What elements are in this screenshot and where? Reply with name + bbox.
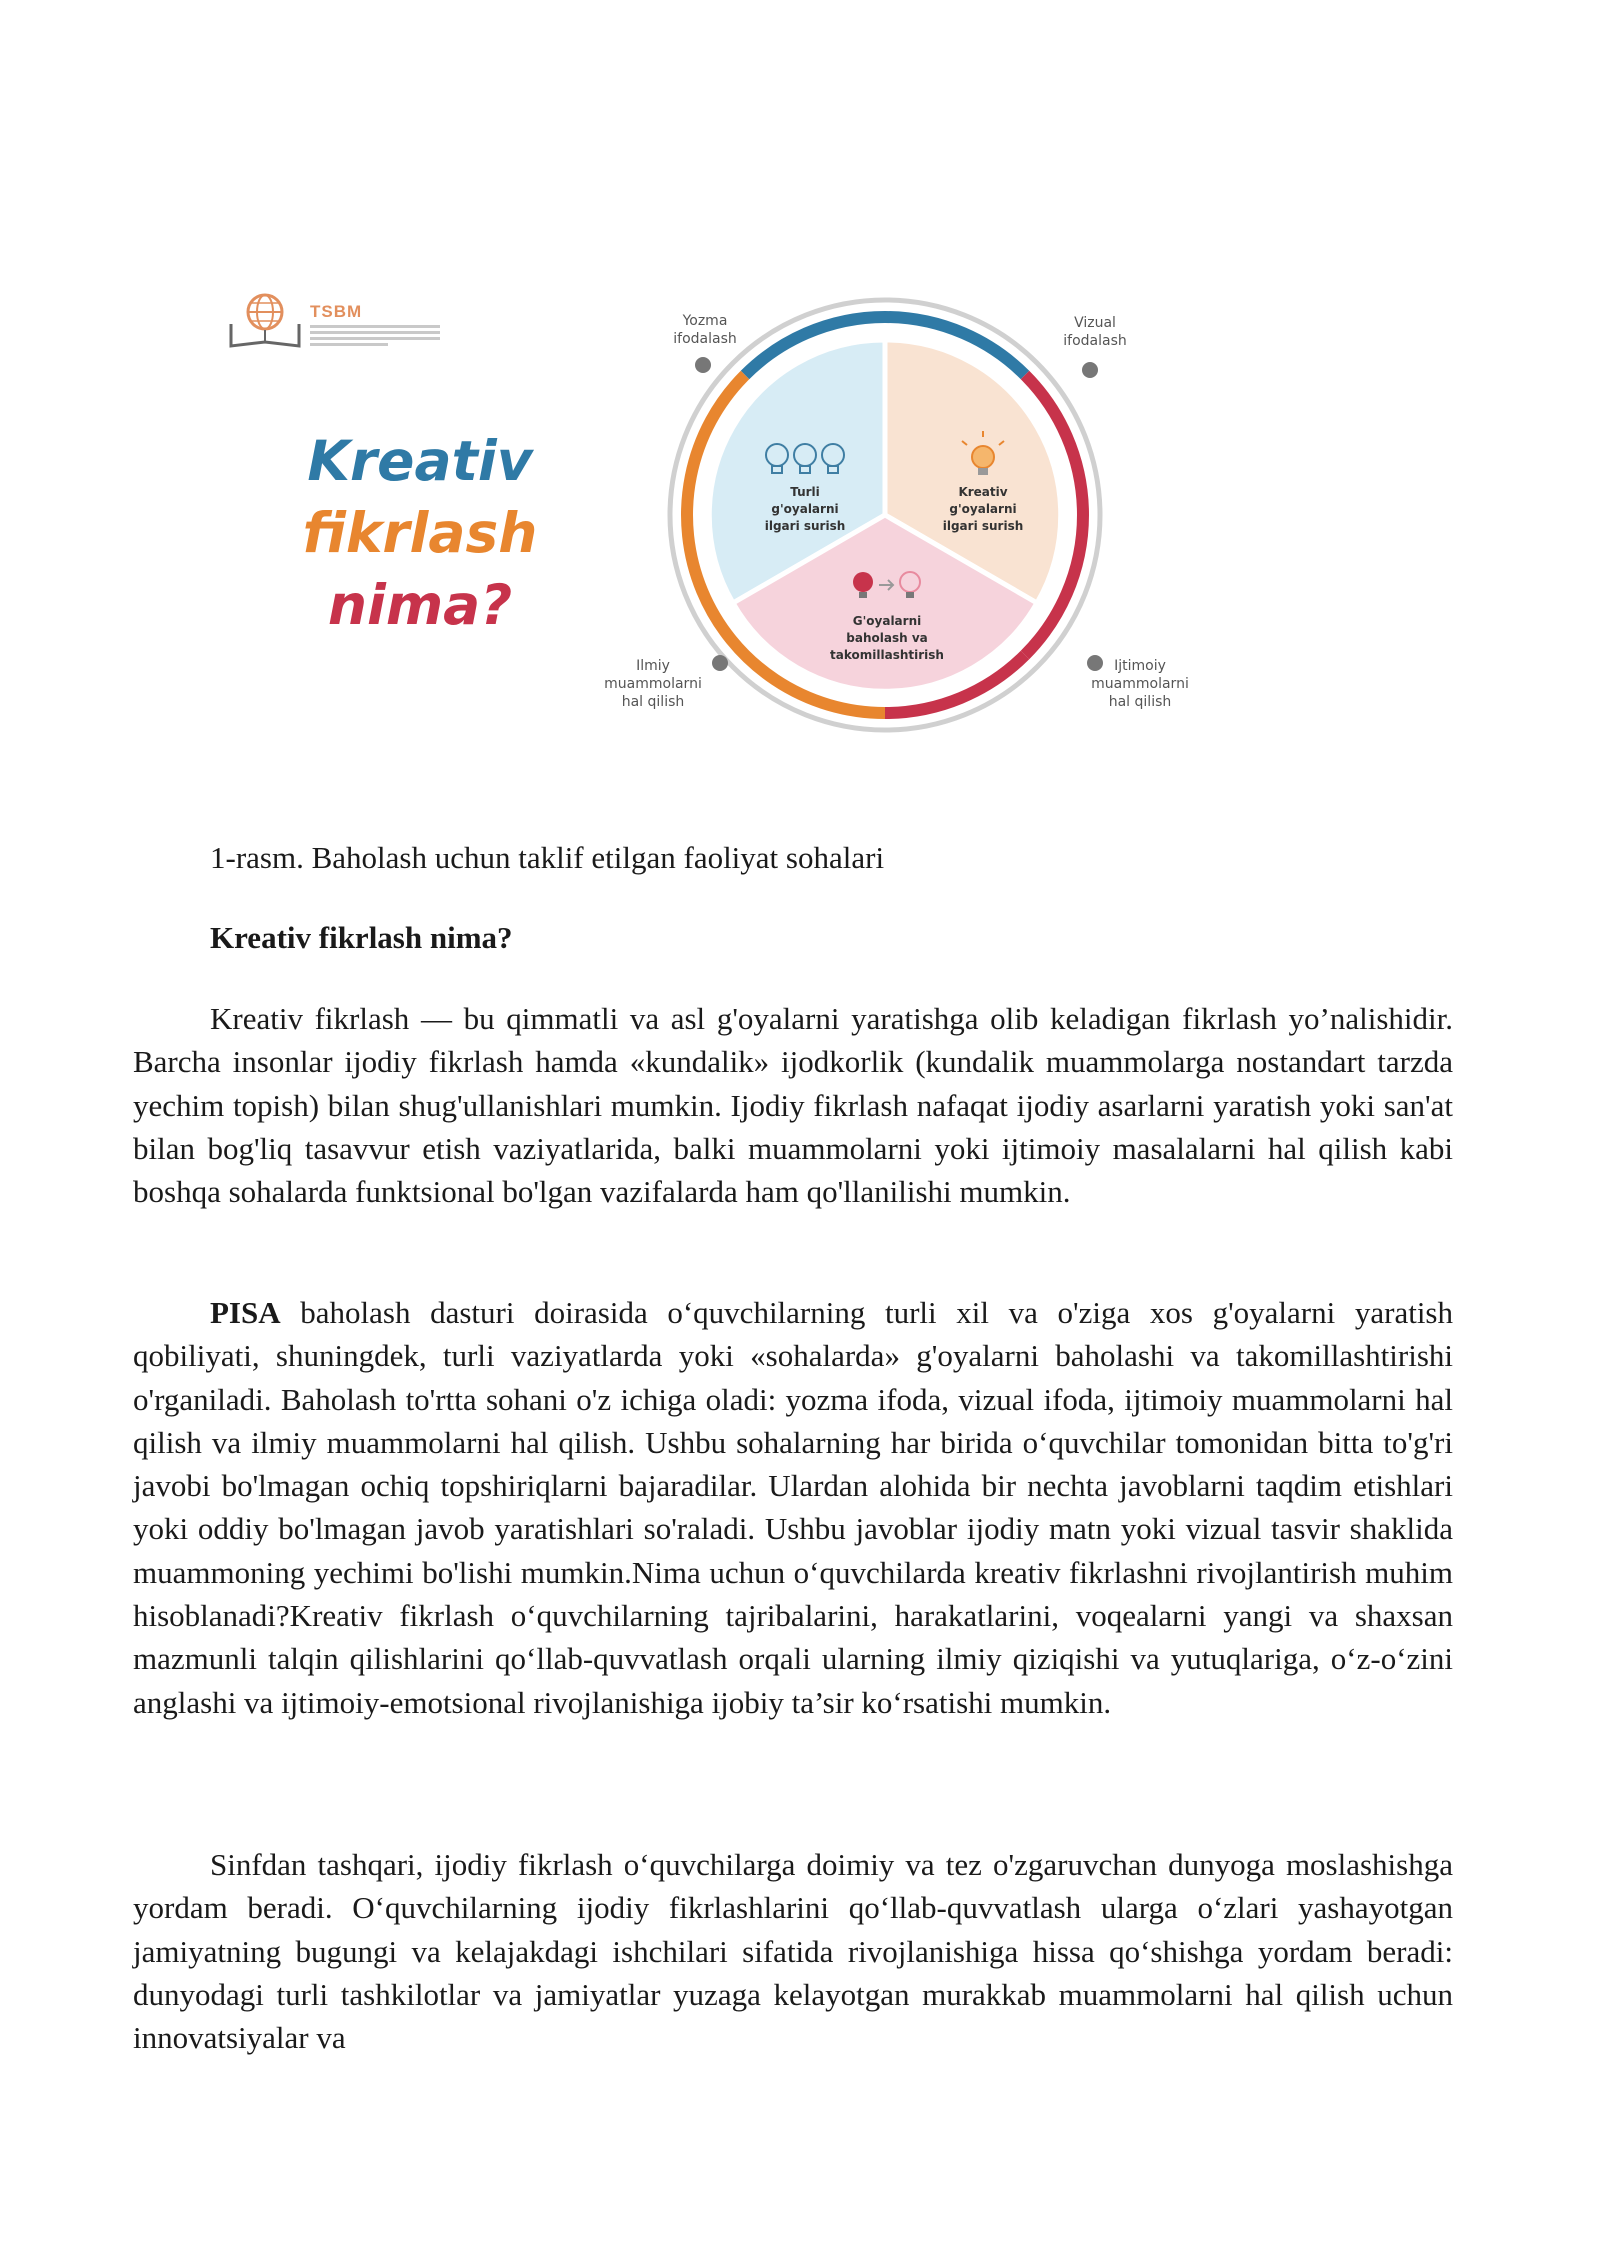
dot-bottom-left xyxy=(712,655,728,671)
segment-left-label-1: Turli xyxy=(790,485,820,499)
segment-right-label-3: ilgari surish xyxy=(942,519,1024,533)
label-bottom-left-1: Ilmiy xyxy=(636,658,670,674)
label-top-right-1: Vizual xyxy=(1074,315,1116,331)
dot-top-left xyxy=(695,357,711,373)
paragraph-1: Kreativ fikrlash — bu qimmatli va asl g'oyalarni yaratishga olib keladigan fikrlash yo’nalishidir. Barcha insonlar ijodiy fikrlash hamda «kundalik» ijodkorlik (kundalik muammolarga nostandart tarzda yechim topish) bilan shug'ullanishlari mumkin. Ijodiy fikrlash nafaqat ijodiy asarlarni yaratish yoki san'at bilan bog'liq tasavvur etish vaziyatlarida, balki muammolarni yoki ijtimoiy masalalarni hal qilish kabi boshqa sohalarda funktsional bo'lgan vazifalarda ham qo'llanilishi mumkin. xyxy=(133,1001,1453,1210)
domains-wheel-diagram xyxy=(565,275,1210,745)
figure-title-line-1: Kreativ xyxy=(307,429,533,493)
segment-left-label-3: ilgari surish xyxy=(764,519,846,533)
label-top-right-2: ifodalash xyxy=(1063,333,1127,349)
tsbm-logo xyxy=(225,290,435,350)
paragraph-2-text: baholash dasturi doirasida o‘quvchilarning turli xil va o'ziga xos g'oyalarni yaratish qobiliyati, shuningdek, turli vaziyatlarda yoki «sohalarda» g'oyalarni baholashi va takomillashtirishi o'rganiladi. Baholash to'rtta sohani o'z ichiga oladi: yozma ifoda, vizual ifoda, ijtimoiy muammolarni hal qilish va ilmiy muammolarni hal qilish. Ushbu sohalarning har birida o‘quvchilar tomonidan bitta to'g'ri javobi bo'lmagan ochiq topshiriqlarni bajaradilar. Ulardan alohida bir nechta javoblarni taqdim etishlari yoki oddiy bo'lmagan javob yaratishlari so'raladi. Ushbu javoblar ijodiy matn yoki vizual tasvir shaklida muammoning yechimi bo'lishi mumkin.Nima uchun o‘quvchilarda kreativ fikrlashni rivojlantirish muhim hisoblanadi?Kreativ fikrlash o‘quvchilarning tajribalarini, harakatlarini, voqealarni yangi va shaxsan mazmunli talqin qilishlarini qo‘llab-quvvatlash orqali ularning ilmiy qiziqishi va yutuqlariga, o‘z-o‘zini anglashi va ijtimoiy-emotsional rivojlanishiga ijobiy ta’sir ko‘rsatishi mumkin. xyxy=(133,1295,1453,1720)
figure-title xyxy=(270,425,570,641)
segment-bottom-label-1: G'oyalarni xyxy=(852,614,922,628)
figure-kreativ-fikrlash xyxy=(210,275,1210,745)
label-bottom-right-3: hal qilish xyxy=(1108,694,1172,710)
dot-top-right xyxy=(1082,362,1098,378)
figure-title-line-3: nima? xyxy=(327,573,513,637)
logo-text: TSBM xyxy=(310,302,363,321)
segment-right-label-2: g'oyalarni xyxy=(949,502,1017,516)
dot-bottom-right xyxy=(1087,655,1103,671)
paragraph-2 xyxy=(133,1291,1453,1724)
segment-bottom-label-3: takomillashtirish xyxy=(830,648,944,662)
segment-bottom-label-2: baholash va xyxy=(846,631,928,645)
label-top-left-2: ifodalash xyxy=(673,331,737,347)
label-bottom-right-2: muammolarni xyxy=(1091,676,1189,692)
label-bottom-left-3: hal qilish xyxy=(621,694,685,710)
label-bottom-right-1: Ijtimoiy xyxy=(1114,658,1166,674)
segment-right-label-1: Kreativ xyxy=(958,485,1008,499)
label-bottom-left-2: muammolarni xyxy=(604,676,702,692)
segment-left-label-2: g'oyalarni xyxy=(771,502,839,516)
figure-title-line-2: fikrlash xyxy=(302,501,538,565)
section-heading: Kreativ fikrlash nima? xyxy=(210,920,513,955)
pisa-bold: PISA xyxy=(210,1295,281,1330)
label-top-left-1: Yozma xyxy=(682,313,728,329)
logo-subtitle-lines xyxy=(310,325,440,349)
figure-caption: 1-rasm. Baholash uchun taklif etilgan faoliyat sohalari xyxy=(210,840,885,875)
globe-book-icon xyxy=(225,290,305,350)
paragraph-3: Sinfdan tashqari, ijodiy fikrlash o‘quvchilarga doimiy va tez o'zgaruvchan dunyoga moslashishga yordam beradi. O‘quvchilarning ijodiy fikrlashlarini qo‘llab-quvvatlash ularga o‘zlari yashayotgan jamiyatning bugungi va kelajakdagi ishchilari sifatida rivojlanishiga hissa qo‘shishga yordam beradi: dunyodagi turli tashkilotlar va jamiyatlar yuzaga kelayotgan murakkab muammolarni hal qilish uchun innovatsiyalar va xyxy=(133,1847,1453,2056)
